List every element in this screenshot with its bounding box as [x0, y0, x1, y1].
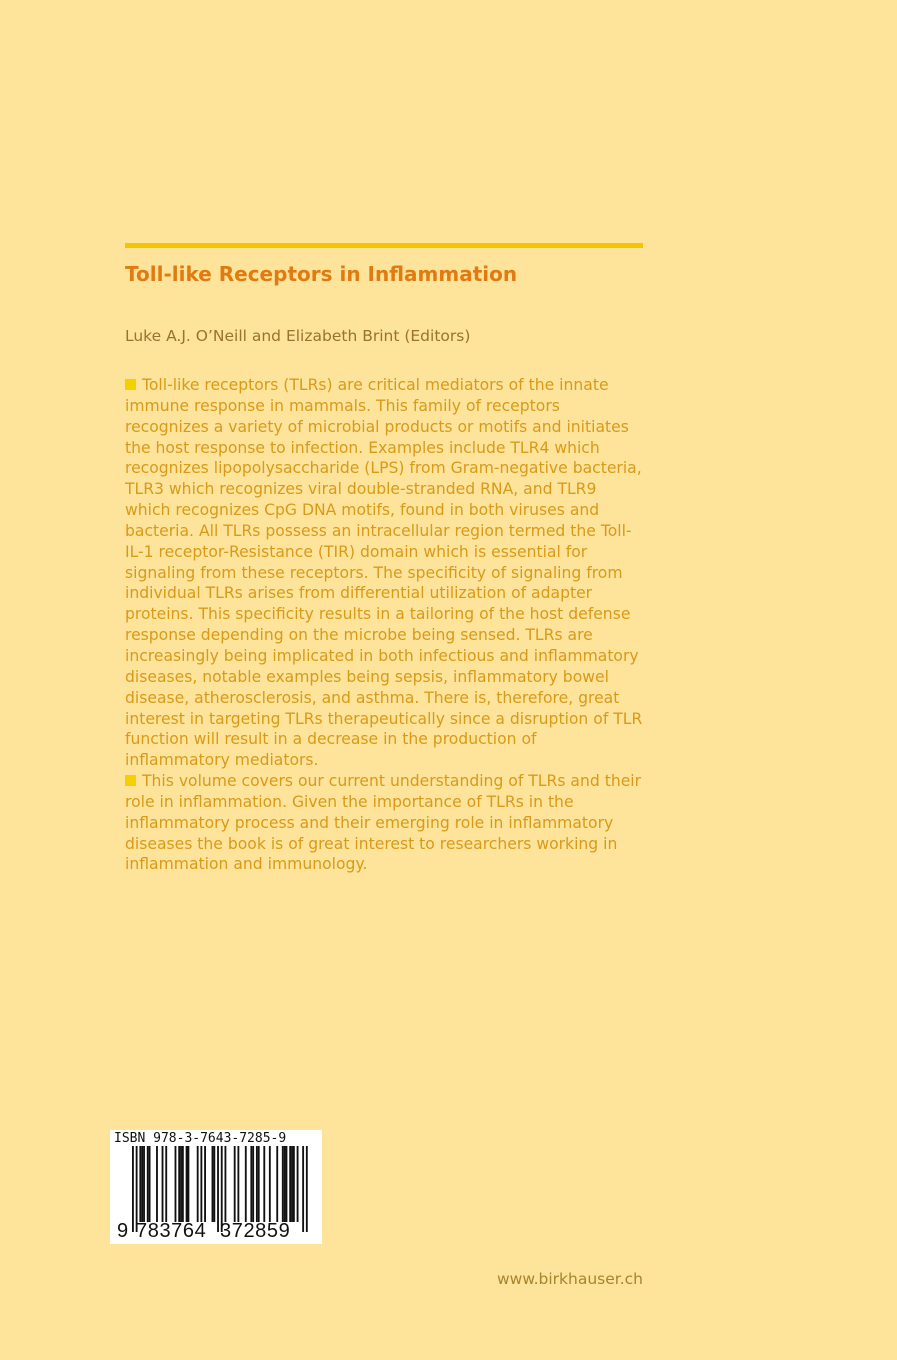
barcode-bar	[237, 1146, 239, 1222]
barcode-bar	[139, 1146, 141, 1222]
square-bullet-icon	[125, 379, 136, 390]
barcode-bar	[212, 1146, 214, 1222]
publisher-website: www.birkhauser.ch	[496, 1270, 643, 1288]
description-text: Toll-like receptors (TLRs) are critical mediators of the innate immune response in mammals. This family of receptors recognizes a variety of microbial products or motifs and initiates the host response to infection. Examples include TLR4 which recognizes lipopolysaccharide (LPS) from Gram-negative bacteria, TLR3 which recognizes viral double-stranded RNA, and TLR9 which recognizes CpG DNA motifs, found in both viruses and bacteria. All TLRs possess an intracellular region termed the Toll-IL-1 receptor-Resistance (TIR) domain which is essential for signaling from these receptors. The specificity of signaling from individual TLRs arises from differential utilization of adapter proteins. This specificity results in a tailoring of the host defense response depending on the microbe being sensed. TLRs are increasingly being implicated in both infectious and inflammatory diseases, notable examples being sepsis, inflammatory bowel disease, atherosclerosis, and asthma. There is, therefore, great interest in targeting TLRs therapeutically since a disruption of TLR function will result in a decrease in the production of inflammatory mediators.	[125, 376, 643, 770]
barcode-bar	[204, 1146, 206, 1222]
barcode-bar	[289, 1146, 291, 1222]
barcode-bar	[258, 1146, 260, 1222]
barcode-bar	[217, 1146, 219, 1232]
barcode-bar	[156, 1146, 158, 1222]
barcode-bar	[306, 1146, 308, 1232]
barcode-bar	[269, 1146, 271, 1222]
barcode-bar	[282, 1146, 284, 1222]
square-bullet-icon	[125, 775, 136, 786]
summary-text: This volume covers our current understanding of TLRs and their role in inflammation. Given the importance of TLRs in the inflammatory process and their emerging role in inflammatory diseases the book is of great interest to researchers working in inflammation and immunology.	[125, 772, 642, 874]
barcode-bar	[175, 1146, 177, 1222]
barcode-bar	[149, 1146, 151, 1222]
barcode-bar	[178, 1146, 180, 1222]
barcode-bar	[252, 1146, 254, 1222]
barcode-bar	[186, 1146, 188, 1222]
title-rule	[125, 243, 643, 248]
barcode-bar	[141, 1146, 143, 1222]
barcode-bar	[143, 1146, 145, 1222]
barcode-bar	[293, 1146, 295, 1222]
ean-first-digit: 9	[117, 1220, 129, 1242]
barcode-bar	[284, 1146, 286, 1222]
barcode-bar	[200, 1146, 202, 1222]
barcode-bar	[213, 1146, 215, 1222]
barcode-bar	[188, 1146, 190, 1222]
barcode-bar	[263, 1146, 265, 1222]
barcode-bar	[225, 1146, 227, 1222]
barcode-bar	[132, 1146, 134, 1232]
barcode-bar	[147, 1146, 149, 1222]
book-title: Toll-like Receptors in Inflammation	[125, 262, 518, 286]
summary-paragraph	[125, 771, 645, 875]
barcode-bar	[250, 1146, 252, 1222]
barcode-bar	[197, 1146, 199, 1222]
book-editors: Luke A.J. O’Neill and Elizabeth Brint (Editors)	[125, 327, 471, 345]
description-paragraph	[125, 375, 645, 771]
barcode-bar	[291, 1146, 293, 1222]
barcode-bar	[182, 1146, 184, 1222]
barcode-bar	[165, 1146, 167, 1222]
barcode-bar	[245, 1146, 247, 1222]
barcode-bar	[180, 1146, 182, 1222]
ean-left-digits: 783764	[136, 1220, 207, 1242]
isbn-barcode	[110, 1130, 322, 1244]
barcode-bar	[276, 1146, 278, 1222]
barcode-bar	[286, 1146, 288, 1222]
barcode-bar	[297, 1146, 299, 1222]
barcode-bar	[234, 1146, 236, 1222]
barcode-bar	[162, 1146, 164, 1222]
barcode-bar	[256, 1146, 258, 1222]
ean-right-digits: 372859	[220, 1220, 291, 1242]
barcode-bar	[302, 1146, 304, 1232]
isbn-label: ISBN 978-3-7643-7285-9	[114, 1131, 287, 1146]
